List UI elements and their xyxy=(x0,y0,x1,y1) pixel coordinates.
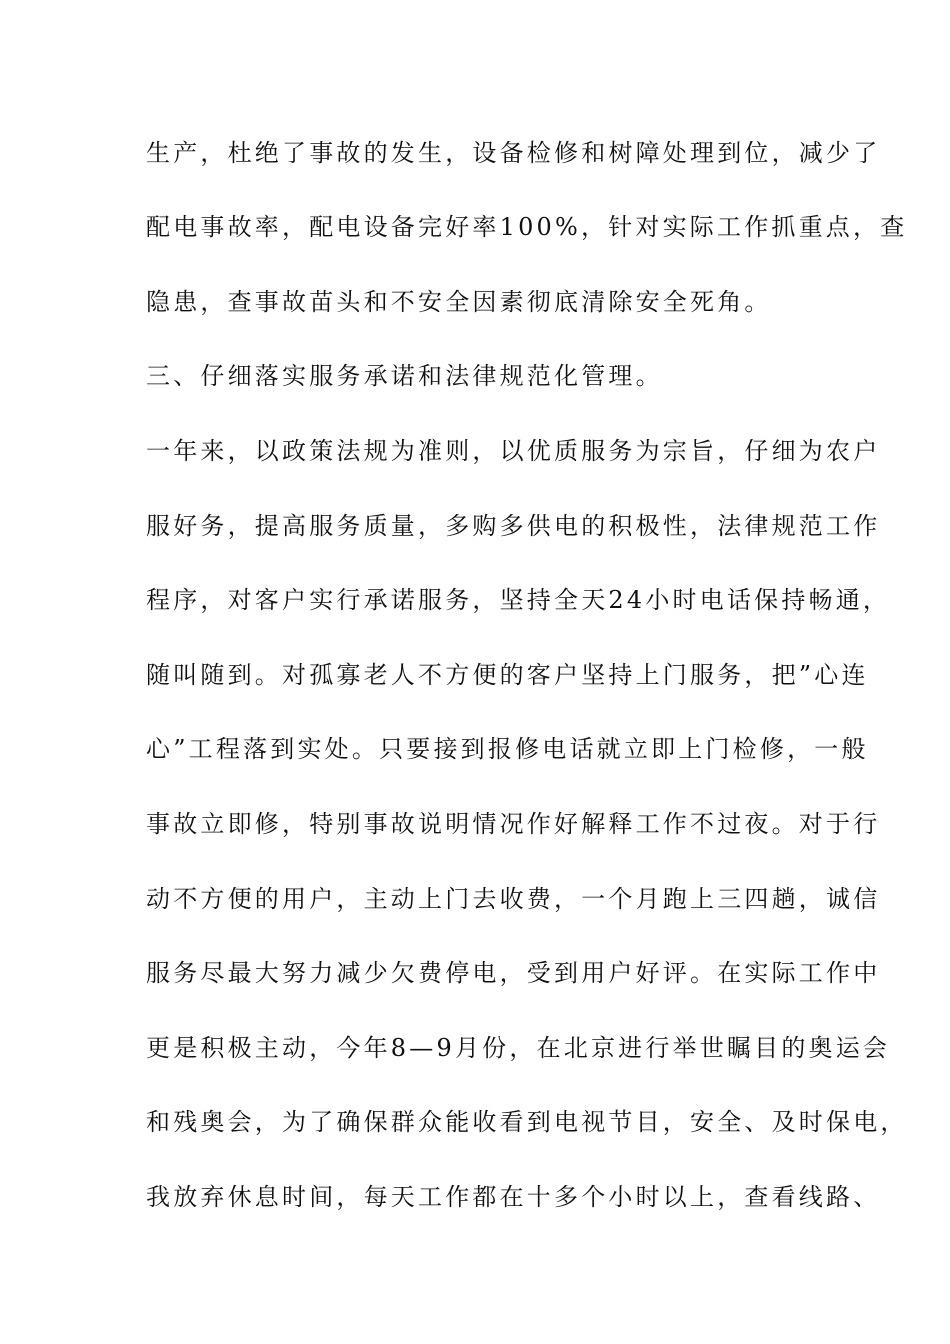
text-line: 服务尽最大努力减少欠费停电，受到用户好评。在实际工作中 xyxy=(146,959,881,987)
text-line: 隐患，查事故苗头和不安全因素彻底清除安全死角。 xyxy=(146,288,772,316)
text-line: 服好务，提高服务质量，多购多供电的积极性，法律规范工作 xyxy=(146,512,881,540)
text-line: 程序，对客户实行承诺服务，坚持全天24小时电话保持畅通， xyxy=(146,586,891,614)
text-line: 配电事故率，配电设备完好率100%，针对实际工作抓重点，查 xyxy=(146,213,908,241)
text-line: 事故立即修，特别事故说明情况作好解释工作不过夜。对于行 xyxy=(146,810,881,838)
text-line: 我放弃休息时间，每天工作都在十多个小时以上，查看线路、 xyxy=(146,1183,881,1211)
text-line: 和残奥会，为了确保群众能收看到电视节目，安全、及时保电， xyxy=(146,1108,908,1136)
section-heading: 三、仔细落实服务承诺和法律规范化管理。 xyxy=(146,362,663,390)
text-line: 一年来，以政策法规为准则，以优质服务为宗旨，仔细为农户 xyxy=(146,437,881,465)
text-line: 生产，杜绝了事故的发生，设备检修和树障处理到位，减少了 xyxy=(146,139,881,167)
text-line: 更是积极主动，今年8—9月份，在北京进行举世瞩目的奥运会 xyxy=(146,1034,891,1062)
text-line: 动不方便的用户，主动上门去收费，一个月跑上三四趟，诚信 xyxy=(146,885,881,913)
text-line: 随叫随到。对孤寡老人不方便的客户坚持上门服务，把”心连 xyxy=(146,661,869,689)
text-line: 心”工程落到实处。只要接到报修电话就立即上门检修，一般 xyxy=(146,735,869,763)
